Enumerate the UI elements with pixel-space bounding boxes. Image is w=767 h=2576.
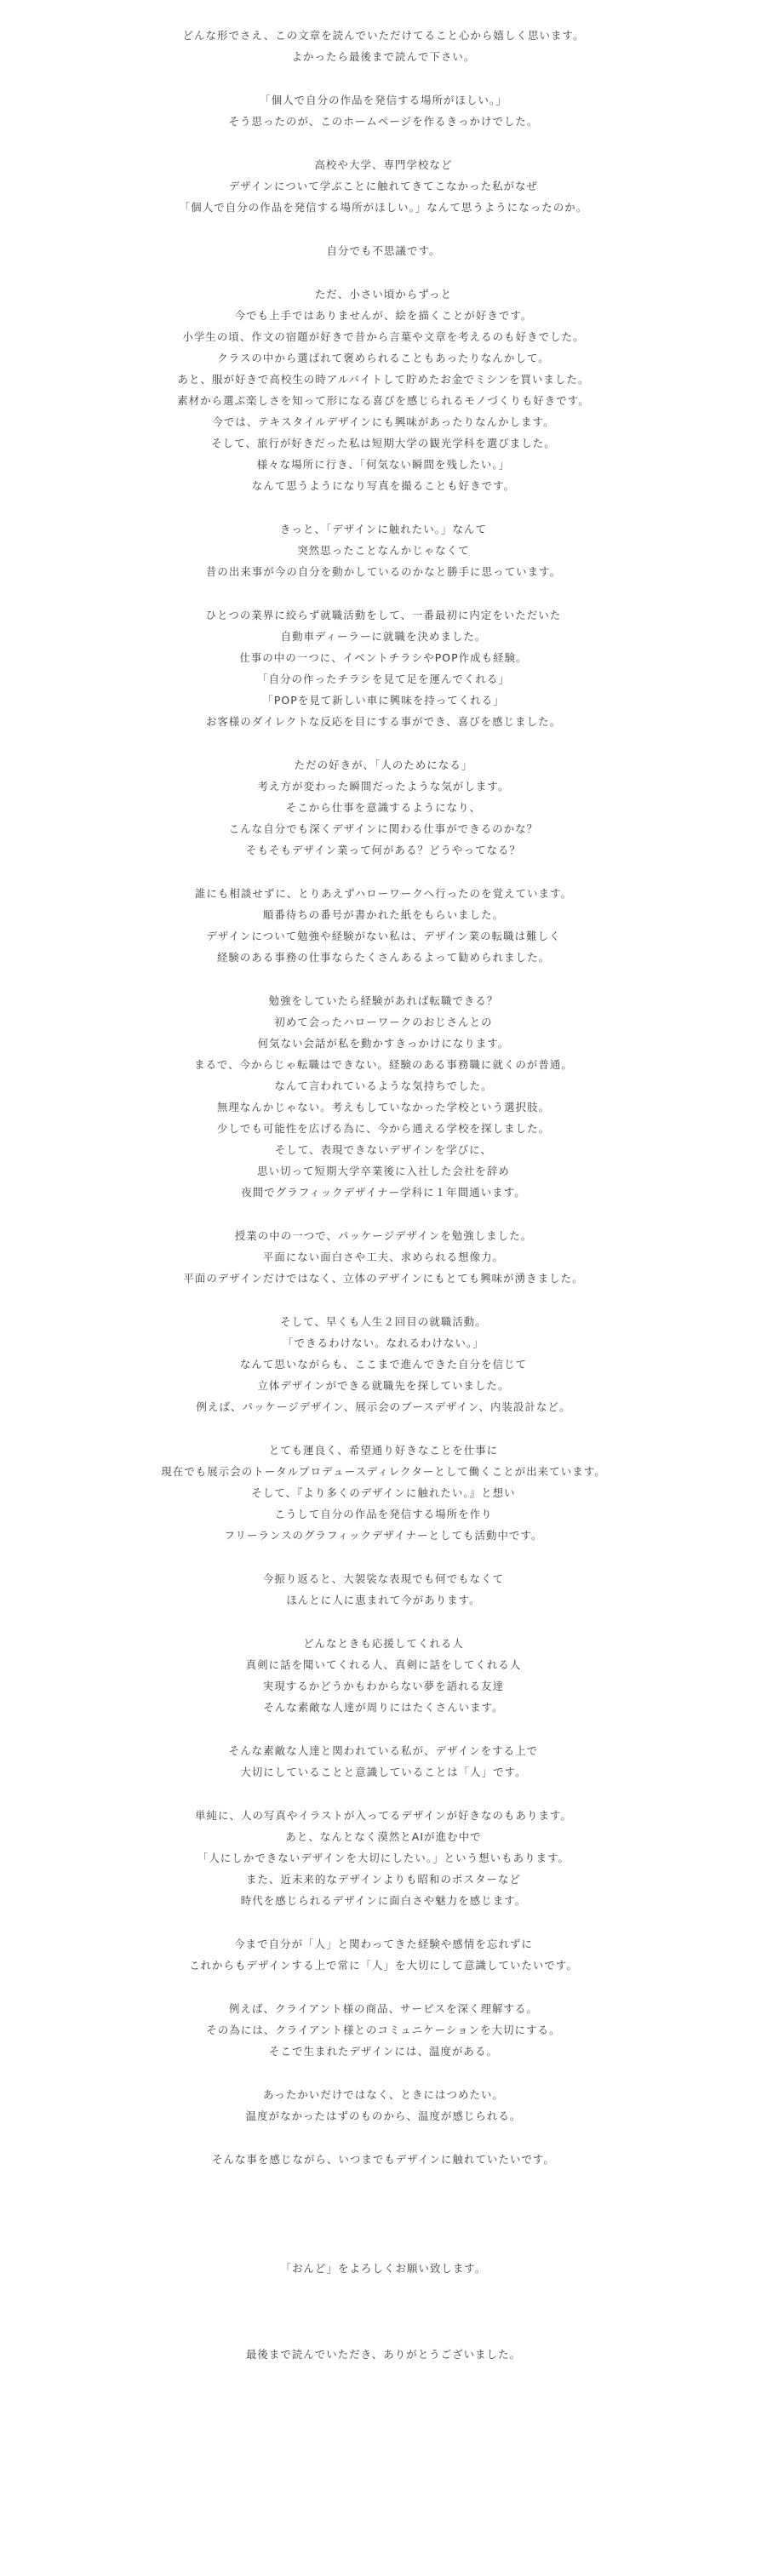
essay-line: まるで、今からじゃ転職はできない。経験のある事務職に就くのが普通。 <box>194 1058 573 1071</box>
essay-line: 授業の中の一つで、パッケージデザインを勉強しました。 <box>234 1229 533 1242</box>
essay-line: 自分でも不思議です。 <box>326 244 441 257</box>
essay-line: 例えば、パッケージデザイン、展示会のブースデザイン、内装設計など。 <box>196 1400 571 1413</box>
essay-line: 「POPを見て新しい車に興味を持ってくれる」 <box>262 694 505 707</box>
essay-line: ただの好きが、「人のためになる」 <box>294 758 473 771</box>
essay-line: なんて言われているような気持ちでした。 <box>274 1079 493 1092</box>
essay-line: 例えば、クライアント様の商品、サービスを深く理解する。 <box>228 2002 538 2015</box>
essay-line: デザインについて学ぶことに触れてきてこなかった私がなぜ <box>228 180 539 192</box>
essay-line: 小学生の頃、作文の宿題が好きで昔から言葉や文章を考えるのも好きでした。 <box>182 330 585 343</box>
essay-line: 平面のデザインだけではなく、立体のデザインにもとても興味が湧きました。 <box>183 1272 584 1285</box>
essay-line: なんて思うようになり写真を撮ることも好きです。 <box>251 479 516 492</box>
essay-line: 最後まで読んでいただき、ありがとうございました。 <box>245 2348 522 2361</box>
essay-line: 温度がなかったはずのものから、温度が感じられる。 <box>245 2109 522 2122</box>
essay-paragraph <box>0 2084 767 2127</box>
essay-paragraph <box>0 1998 767 2062</box>
essay-line: そう思ったのが、このホームページを作るきっかけでした。 <box>228 115 539 128</box>
essay-paragraph <box>0 990 767 1203</box>
essay-line: どんなときも応援してくれる人 <box>303 1637 464 1650</box>
essay-line: 夜間でグラフィックデザイナー学科に１年間通います。 <box>241 1186 526 1199</box>
essay-line: そもそもデザイン業って何がある？どうやってなる？ <box>246 844 521 856</box>
essay-paragraph <box>0 154 767 218</box>
essay-line: 思い切って短期大学卒業後に入社した会社を辞め <box>257 1165 510 1177</box>
essay-line: 初めて会ったハローワークのおじさんとの <box>274 1016 493 1028</box>
essay-line: 仕事の中の一つに、イベントチラシやPOP作成も経験。 <box>239 651 528 664</box>
essay-line: 大切にしていることと意識していることは「人」です。 <box>240 1766 527 1778</box>
essay-paragraph <box>0 1568 767 1611</box>
essay-paragraph <box>0 2258 767 2279</box>
essay-line: 今では、テキスタイルデザインにも興味があったりなんかします。 <box>212 415 555 428</box>
essay-line: 昔の出来事が今の自分を動かしているのかなと勝手に思っています。 <box>205 565 562 578</box>
essay-line: 何気ない会話が私を動かすきっかけになります。 <box>257 1037 510 1050</box>
essay-line: 高校や大学、専門学校など <box>314 158 453 171</box>
essay-line: こんな自分でも深くデザインに関わる仕事ができるのかな？ <box>228 822 539 835</box>
essay-line: 「できるわけない。なれるわけない。」 <box>283 1337 484 1349</box>
essay-line: 実現するかどうかもわからない夢を語れる友達 <box>262 1680 505 1692</box>
essay-line: あったかいだけではなく、ときにはつめたい。 <box>263 2088 504 2101</box>
essay-line: そこから仕事を意識するようになり、 <box>285 801 482 814</box>
essay-paragraph <box>0 89 767 132</box>
essay-line: 今振り返ると、大袈裟な表現でも何でもなくて <box>262 1572 505 1585</box>
essay-line: 立体デザインができる就職先を探していました。 <box>257 1379 510 1392</box>
essay-line: 「個人で自分の作品を発信する場所がほしい。」 <box>260 94 507 106</box>
essay-line: そして、『より多くのデザインに触れたい。』と想い <box>251 1486 516 1499</box>
essay-line: きっと、「デザインに触れたい。」なんて <box>279 523 488 535</box>
essay-line: 平面にない面白さや工夫、求められる想像力。 <box>262 1251 505 1263</box>
essay-line: そして、旅行が好きだった私は短期大学の観光学科を選びました。 <box>211 437 556 449</box>
essay-line: あと、なんとなく漠然とAIが進む中で <box>285 1830 482 1843</box>
essay-line: 少しでも可能性を広げる為に、今から通える学校を探しました。 <box>216 1122 551 1135</box>
essay-line: どんな形でさえ、この文章を読んでいただけてること心から嬉しく思います。 <box>182 29 585 42</box>
essay-paragraph <box>0 1740 767 1783</box>
essay-line: 様々な場所に行き、「何気ない瞬間を残したい。」 <box>256 458 511 471</box>
essay-paragraph <box>0 1805 767 1911</box>
essay-line: あと、服が好きで高校生の時アルバイトして貯めたお金でミシンを買いました。 <box>177 373 590 386</box>
essay-paragraph <box>0 754 767 861</box>
essay-line: 「人にしかできないデザインを大切にしたい。」という想いもあります。 <box>197 1852 570 1864</box>
essay-line: また、近未来的なデザインよりも昭和のポスターなど <box>246 1873 521 1886</box>
essay-line: そして、表現できないデザインを学びに、 <box>274 1143 493 1156</box>
essay-line: とても運良く、希望通り好きなことを仕事に <box>268 1444 499 1457</box>
essay-line: その為には、クライアント様とのコミュニケーションを大切にする。 <box>206 2024 561 2036</box>
essay-paragraph <box>0 25 767 67</box>
essay-line: これからもデザインする上で常に「人」を大切にして意識していたいです。 <box>189 1959 578 1972</box>
essay-paragraph <box>0 604 767 732</box>
essay-line: そんな素敵な人達と関われている私が、デザインをする上で <box>228 1744 539 1757</box>
essay-line: 突然思ったことなんかじゃなくて <box>297 544 470 557</box>
essay-line: 勉強をしていたら経験があれば転職できる？ <box>268 994 499 1007</box>
essay-paragraph <box>0 1225 767 1289</box>
essay-line: ほんとに人に恵まれて今があります。 <box>286 1594 481 1606</box>
essay-paragraph <box>0 2149 767 2170</box>
essay-line: そして、早くも人生２回目の就職活動。 <box>280 1315 487 1328</box>
essay-line: 「個人で自分の作品を発信する場所がほしい。」なんて思うようになったのか。 <box>179 201 588 214</box>
essay-line: そこで生まれたデザインには、温度がある。 <box>269 2045 498 2058</box>
essay-line: フリーランスのグラフィックデザイナーとしても活動中です。 <box>224 1529 543 1542</box>
essay-line: ただ、小さい頃からずっと <box>314 288 453 301</box>
essay-paragraph <box>0 883 767 968</box>
essay-line: 現在でも展示会のトータルプロデュースディレクターとして働くことが出来ています。 <box>161 1465 606 1478</box>
essay-paragraph <box>0 2344 767 2365</box>
essay-line: 時代を感じられるデザインに面白さや魅力を感じます。 <box>240 1894 527 1907</box>
essay-line: 素材から選ぶ楽しさを知って形になる喜びを感じられるモノづくりも好きです。 <box>177 394 590 407</box>
essay-line: こうして自分の作品を発信する場所を作り <box>274 1508 493 1520</box>
essay-line: 順番待ちの番号が書かれた紙をもらいました。 <box>262 908 505 921</box>
essay-line: 真剣に話を聞いてくれる人、真剣に話をしてくれる人 <box>245 1658 522 1671</box>
essay-line: 誰にも相談せずに、とりあえずハローワークへ行ったのを覚えています。 <box>194 887 573 900</box>
essay-line: 「おんど」をよろしくお願い致します。 <box>280 2262 487 2275</box>
essay-paragraph <box>0 1311 767 1417</box>
essay-line: 無理なんかじゃない。考えもしていなかった学校という選択肢。 <box>216 1101 551 1113</box>
essay-line: そんな事を感じながら、いつまでもデザインに触れていたいです。 <box>212 2153 555 2166</box>
essay-line: そんな素敵な人達が周りにはたくさんいます。 <box>263 1701 504 1714</box>
essay-line: 今まで自分が「人」と関わってきた経験や感情を忘れずに <box>234 1938 533 1950</box>
essay-line: 自動車ディーラーに就職を決めました。 <box>280 630 487 643</box>
essay-line: なんて思いながらも、ここまで進んできた自分を信じて <box>239 1358 528 1371</box>
essay-paragraph <box>0 518 767 582</box>
essay-line: 今でも上手ではありませんが、絵を描くことが好きです。 <box>234 309 533 322</box>
essay-line: クラスの中から選ばれて褒められることもあったりなんかして。 <box>217 352 550 364</box>
essay-line: よかったら最後まで読んで下さい。 <box>291 50 476 63</box>
essay-paragraph <box>0 1633 767 1718</box>
essay-line: 単純に、人の写真やイラストが入ってるデザインが好きなのもあります。 <box>195 1809 572 1822</box>
essay-line: 経験のある事務の仕事ならたくさんあるよって勧められました。 <box>216 951 551 964</box>
essay-line: デザインについて勉強や経験がない私は、デザイン業の転職は難しく <box>206 930 561 942</box>
essay-line: 「自分の作ったチラシを見て足を運んでくれる」 <box>257 673 510 685</box>
essay-line: お客様のダイレクトな反応を目にする事ができ、喜びを感じました。 <box>205 715 562 728</box>
essay-paragraph <box>0 283 767 496</box>
essay-line: 考え方が変わった瞬間だったような気がします。 <box>257 780 510 793</box>
essay-paragraph <box>0 240 767 261</box>
essay-paragraph <box>0 1440 767 1546</box>
essay-line: ひとつの業界に絞らず就職活動をして、一番最初に内定をいただいた <box>205 609 562 621</box>
essay-paragraph <box>0 1933 767 1976</box>
